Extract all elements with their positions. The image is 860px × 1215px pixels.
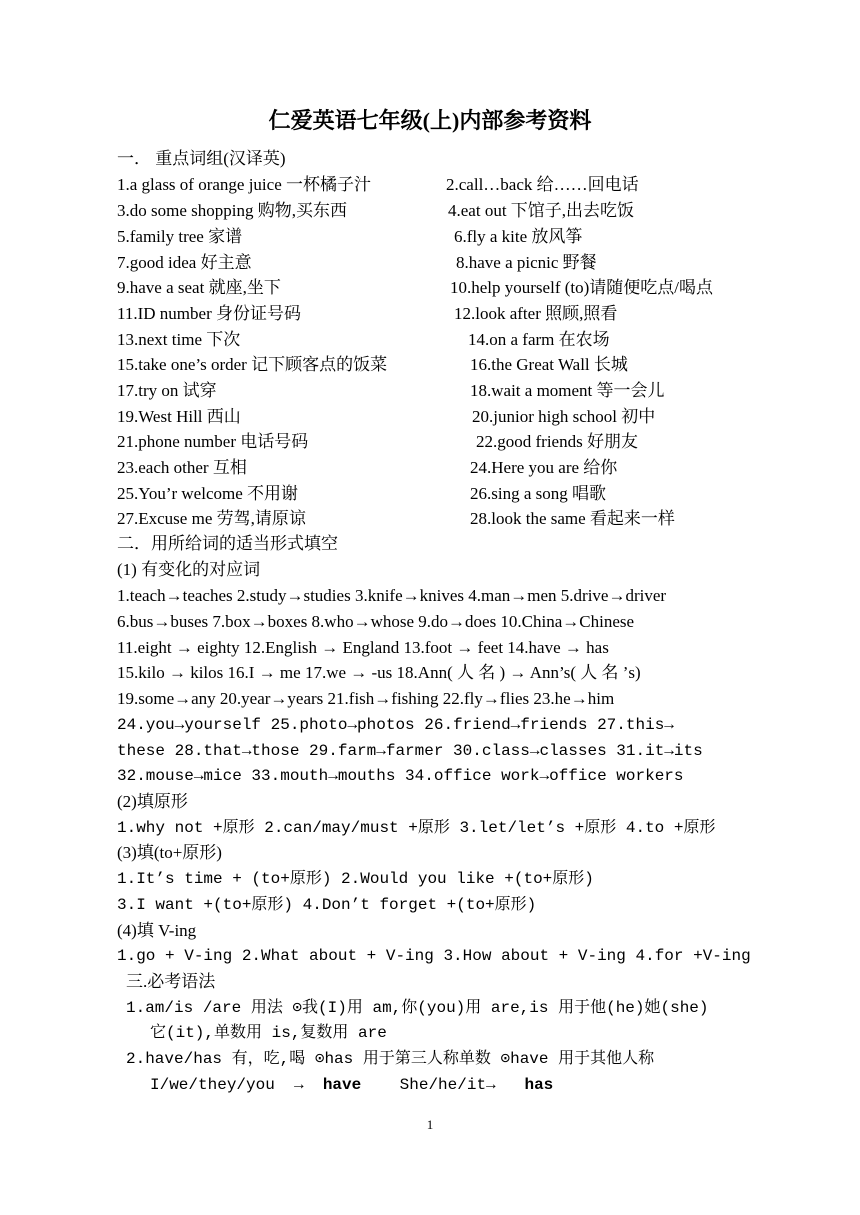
- has-word: has: [524, 1076, 554, 1094]
- phrase-row: [117, 483, 606, 505]
- phrase-right: 2.call…back 给……回电话: [446, 175, 639, 194]
- phrase-left: 7.good idea 好主意: [117, 253, 252, 272]
- section2-sub1: (1) 有变化的对应词: [117, 560, 261, 579]
- grammar-item-cont: [150, 1074, 553, 1096]
- have-word: have: [322, 1076, 362, 1094]
- phrase-right: 14.on a farm 在农场: [468, 330, 610, 349]
- page-title: 仁爱英语七年级(上)内部参考资料: [268, 108, 592, 133]
- word-change-line: 24.you→yourself 25.photo→photos 26.friend→friends 27.this→: [117, 716, 674, 734]
- phrase-left: 21.phone number 电话号码: [117, 432, 309, 451]
- phrase-left: 5.family tree 家谱: [117, 227, 243, 246]
- phrase-right: 18.wait a moment 等一会儿: [470, 381, 665, 400]
- v-ing-line: 1.go + V-ing 2.What about + V-ing 3.How about + V-ing 4.for +V-ing: [117, 947, 751, 965]
- phrase-left: 15.take one’s order 记下顾客点的饭菜: [117, 355, 388, 374]
- grammar-item-cont: 它(it),单数用 is,复数用 are: [150, 1024, 387, 1042]
- word-change-line: 19.some→any 20.year→years 21.fish→fishing 22.fly→flies 23.he→him: [117, 689, 615, 708]
- phrase-left: 19.West Hill 西山: [117, 407, 241, 426]
- phrase-row: [117, 277, 713, 299]
- phrase-row: [117, 380, 665, 402]
- section2-sub3: (3)填(to+原形): [117, 843, 222, 862]
- phrase-right: 6.fly a kite 放风筝: [454, 227, 583, 246]
- phrase-left: 13.next time 下次: [117, 330, 241, 349]
- section1-heading: 一． 重点词组(汉译英): [117, 149, 286, 168]
- word-change-line: 6.bus→buses 7.box→boxes 8.who→whose 9.do→does 10.China→Chinese: [117, 612, 635, 631]
- phrase-row: [117, 329, 610, 351]
- word-change-line: 1.teach→teaches 2.study→studies 3.knife→knives 4.man→men 5.drive→driver: [117, 586, 667, 605]
- phrase-right: 26.sing a song 唱歌: [470, 484, 606, 503]
- phrase-left: 9.have a seat 就座,坐下: [117, 278, 281, 297]
- phrase-right: 16.the Great Wall 长城: [470, 355, 628, 374]
- section2-sub2: (2)填原形: [117, 792, 188, 811]
- phrase-right: 20.junior high school 初中: [472, 407, 656, 426]
- word-change-line: these 28.that→those 29.farm→farmer 30.class→classes 31.it→its: [117, 742, 703, 760]
- page-number: 1: [426, 1117, 434, 1132]
- phrase-right: 4.eat out 下馆子,出去吃饭: [448, 201, 635, 220]
- phrase-right: 8.have a picnic 野餐: [456, 253, 597, 272]
- phrase-row: [117, 508, 675, 530]
- phrase-row: [117, 200, 635, 222]
- phrase-left: 25.You’r welcome 不用谢: [117, 484, 299, 503]
- phrase-row: [117, 457, 618, 479]
- phrase-left: 1.a glass of orange juice 一杯橘子汁: [117, 175, 371, 194]
- phrase-row: [117, 252, 597, 274]
- phrase-row: [117, 354, 628, 376]
- phrase-row: [117, 406, 656, 428]
- phrase-left: 11.ID number 身份证号码: [117, 304, 301, 323]
- word-change-line: 11.eight → eighty 12.English → England 13.foot → feet 14.have → has: [117, 638, 609, 657]
- pronoun-group-2: She/he/it→: [361, 1076, 525, 1094]
- to-infinitive-line: 3.I want +(to+原形) 4.Don’t forget +(to+原形): [117, 896, 537, 914]
- section2-heading: 二．用所给词的适当形式填空: [117, 534, 338, 553]
- phrase-right: 22.good friends 好朋友: [476, 432, 638, 451]
- phrase-left: 23.each other 互相: [117, 458, 247, 477]
- phrase-row: [117, 174, 639, 196]
- grammar-item: 2.have/has 有，吃,喝 ⊙has 用于第三人称单数 ⊙have 用于其他人称: [126, 1050, 655, 1068]
- phrase-right: 24.Here you are 给你: [470, 458, 618, 477]
- to-infinitive-line: 1.It’s time + (to+原形) 2.Would you like +(to+原形): [117, 870, 594, 888]
- phrase-left: 3.do some shopping 购物,买东西: [117, 201, 347, 220]
- phrase-right: 12.look after 照顾,照看: [454, 304, 618, 323]
- phrase-left: 17.try on 试穿: [117, 381, 217, 400]
- base-form-line: 1.why not +原形 2.can/may/must +原形 3.let/let’s +原形 4.to +原形: [117, 819, 716, 837]
- phrase-row: [117, 226, 583, 248]
- section2-sub4: (4)填 V-ing: [117, 921, 197, 940]
- phrase-right: 28.look the same 看起来一样: [470, 509, 675, 528]
- section3-heading: 三.必考语法: [126, 972, 216, 991]
- phrase-left: 27.Excuse me 劳驾,请原谅: [117, 509, 306, 528]
- phrase-right: 10.help yourself (to)请随便吃点/喝点: [450, 278, 713, 297]
- pronoun-group-1: I/we/they/you →: [150, 1076, 323, 1094]
- phrase-row: [117, 431, 638, 453]
- grammar-item: 1.am/is /are 用法 ⊙我(I)用 am,你(you)用 are,is 用于他(he)她(she): [126, 999, 709, 1017]
- phrase-row: [117, 303, 618, 325]
- word-change-line: 32.mouse→mice 33.mouth→mouths 34.office work→office workers: [117, 767, 684, 785]
- word-change-line: 15.kilo → kilos 16.I → me 17.we → -us 18.Ann( 人 名 ) → Ann’s( 人 名 ’s): [117, 663, 641, 682]
